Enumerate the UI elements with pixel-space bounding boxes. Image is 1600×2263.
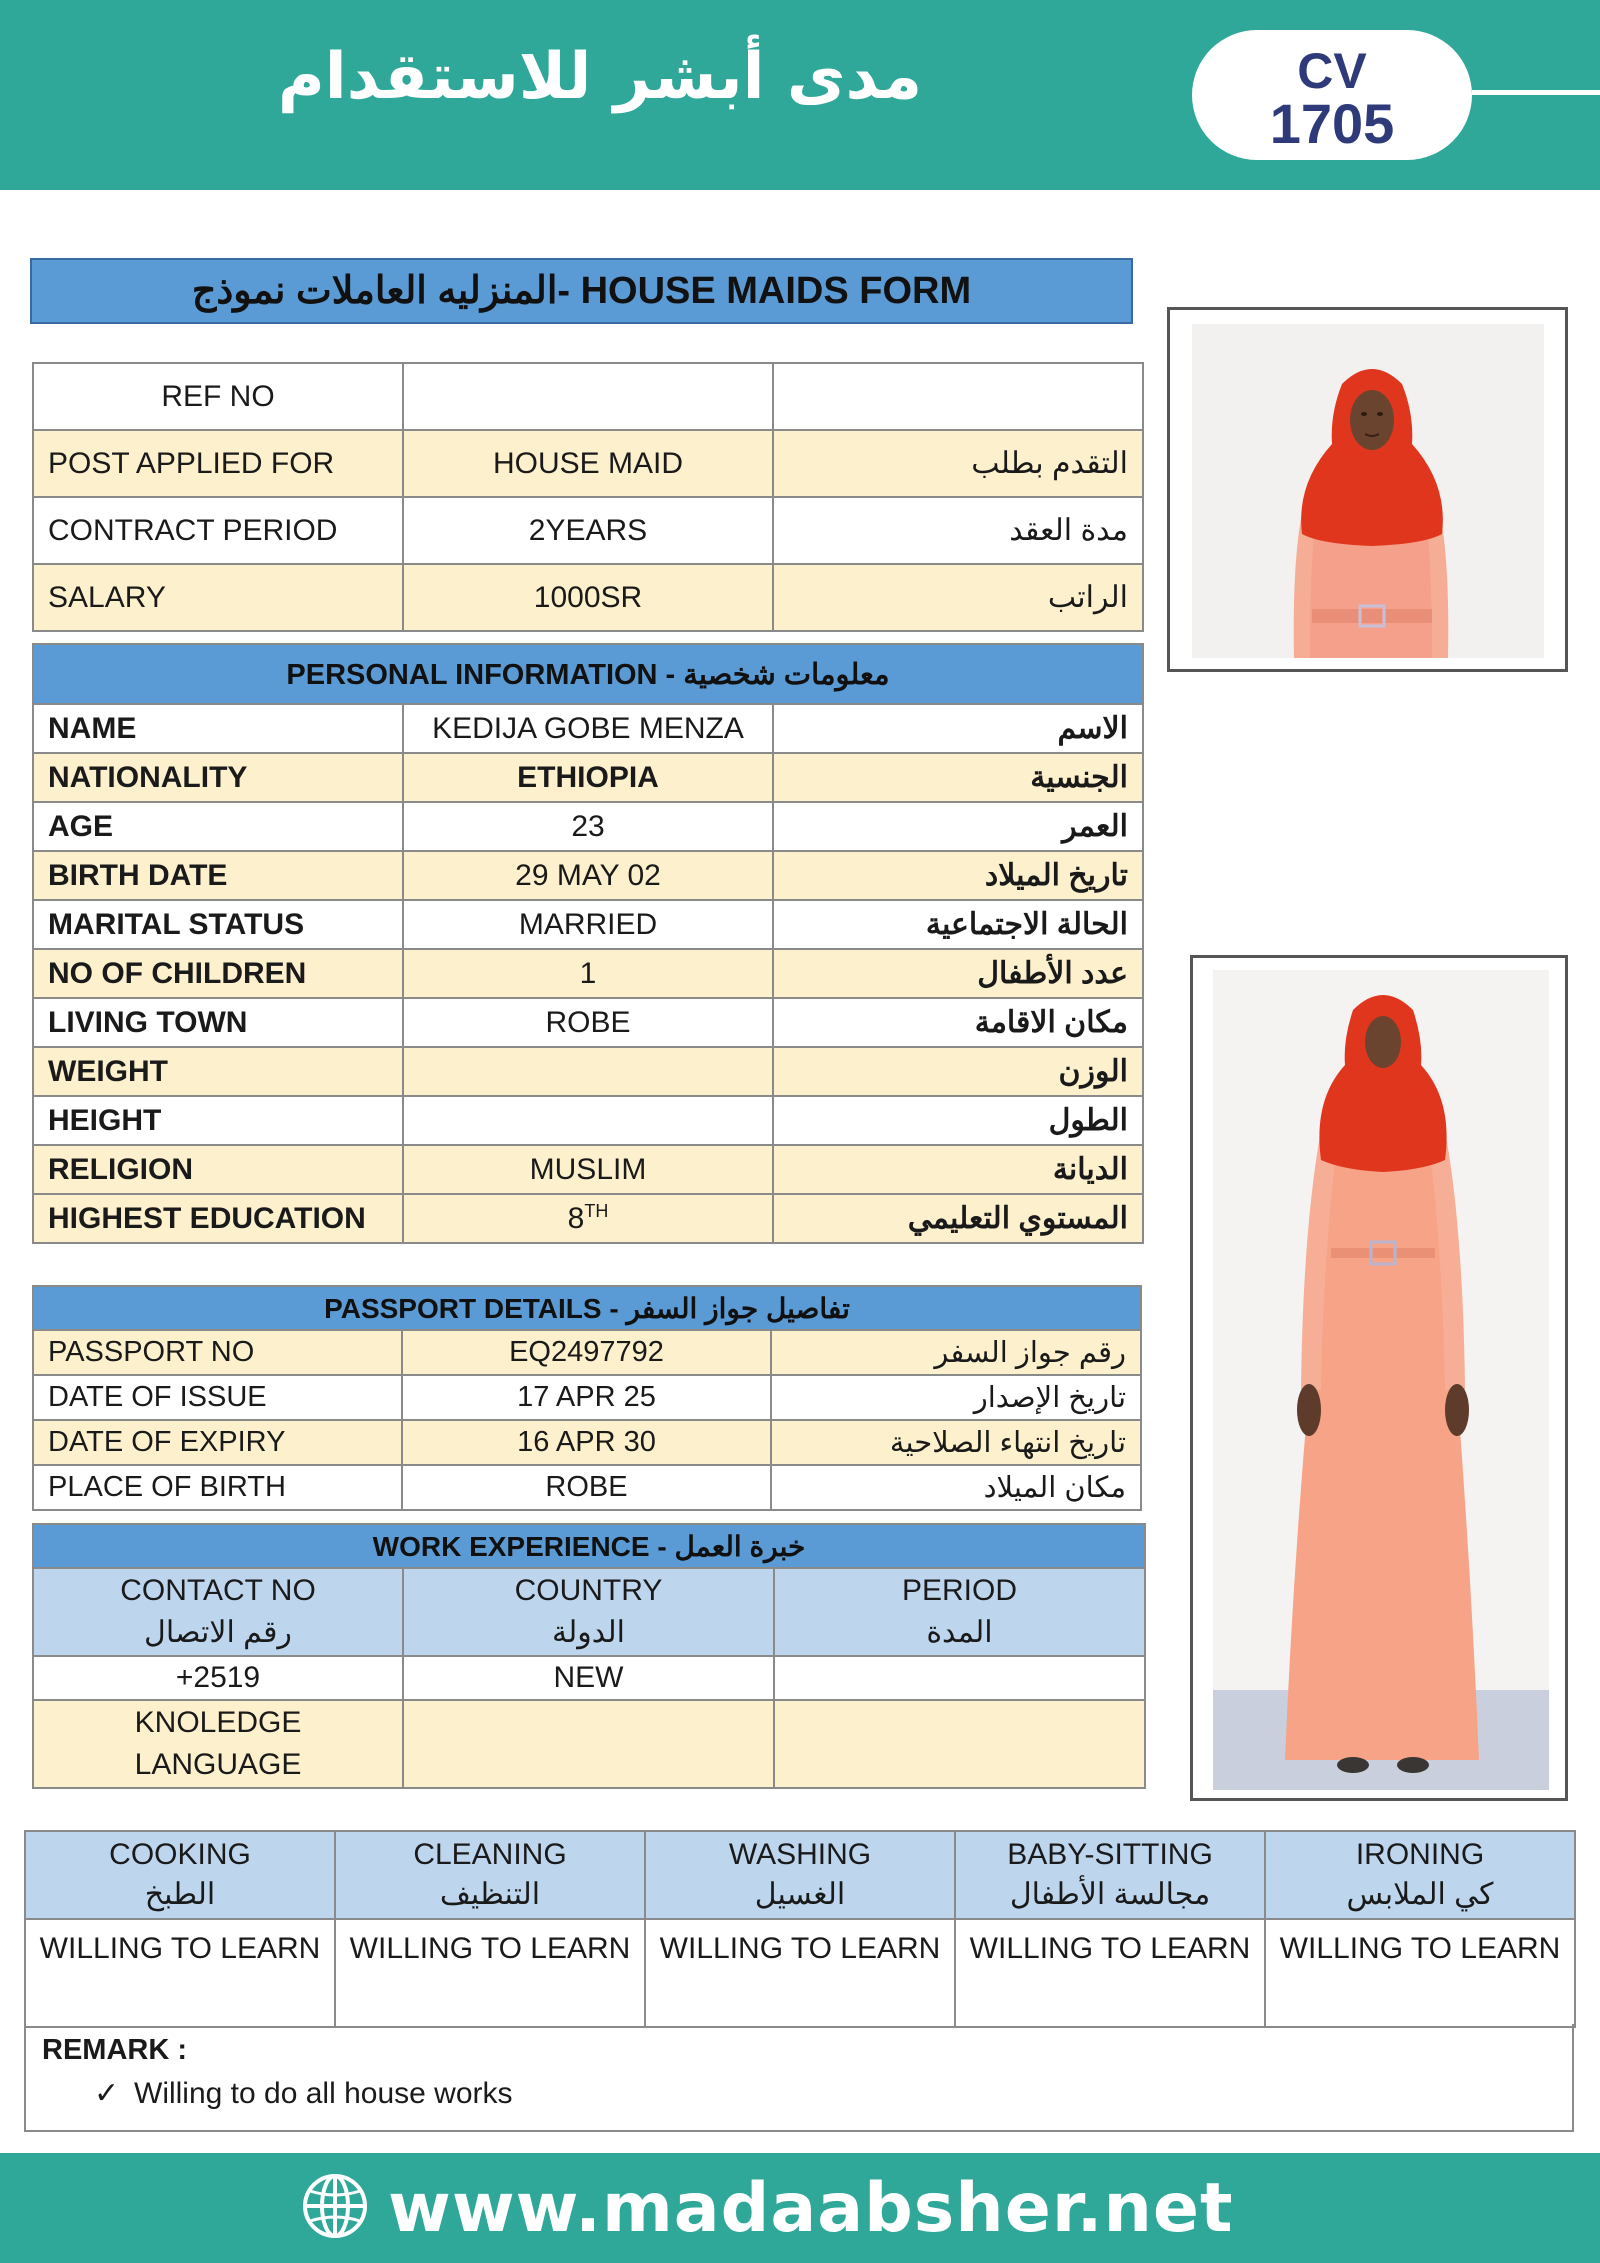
skill-washing-ar: الغسيل: [754, 1878, 846, 1911]
salary-value: 1000SR: [403, 564, 773, 631]
religion-value: MUSLIM: [403, 1145, 773, 1194]
table-row: [33, 704, 1143, 753]
education-value: [403, 1194, 773, 1243]
birth-place-arabic: مكان الميلاد: [771, 1465, 1141, 1510]
skill-babysitting-header: [955, 1831, 1265, 1919]
knowledge-language-label: [33, 1700, 403, 1788]
language-value: [774, 1700, 1145, 1788]
table-row: [33, 900, 1143, 949]
globe-icon: [300, 2171, 370, 2245]
weight-arabic: الوزن: [773, 1047, 1143, 1096]
height-value: [403, 1096, 773, 1145]
work-experience-title: WORK EXPERIENCE - خبرة العمل: [33, 1524, 1145, 1568]
contact-header: [33, 1568, 403, 1656]
height-label: HEIGHT: [33, 1096, 403, 1145]
living-town-arabic: مكان الاقامة: [773, 998, 1143, 1047]
country-value: NEW: [403, 1656, 774, 1700]
country-header-en: COUNTRY: [514, 1574, 663, 1607]
ref-label: REF NO: [33, 363, 403, 430]
contact-value: +2519: [33, 1656, 403, 1700]
table-row: [33, 753, 1143, 802]
skill-washing-value: WILLING TO LEARN: [645, 1919, 955, 2027]
passport-no-arabic: رقم جواز السفر: [771, 1330, 1141, 1375]
weight-label: WEIGHT: [33, 1047, 403, 1096]
table-row: [33, 1096, 1143, 1145]
birth-date-label: BIRTH DATE: [33, 851, 403, 900]
skill-cooking-en: COOKING: [109, 1838, 251, 1871]
contact-header-en: CONTACT NO: [120, 1574, 316, 1607]
remark-text: Willing to do all house works: [134, 2077, 513, 2110]
skill-cooking-ar: الطبخ: [144, 1878, 216, 1911]
cv-number: 1705: [1269, 92, 1395, 155]
language-label: LANGUAGE: [134, 1748, 302, 1781]
cv-label: CV: [1297, 43, 1367, 99]
religion-arabic: الديانة: [773, 1145, 1143, 1194]
marital-status-arabic: الحالة الاجتماعية: [773, 900, 1143, 949]
period-header-ar: المدة: [926, 1616, 993, 1649]
form-title: المنزليه العاملات نموذج- HOUSE MAIDS FORM: [30, 258, 1133, 324]
passport-table: [32, 1285, 1142, 1511]
knowledge-value: [403, 1700, 774, 1788]
skill-babysitting-ar: مجالسة الأطفال: [1009, 1878, 1211, 1911]
nationality-arabic: الجنسية: [773, 753, 1143, 802]
table-row: [33, 998, 1143, 1047]
living-town-value: ROBE: [403, 998, 773, 1047]
table-row: [33, 430, 1143, 497]
table-row: [33, 363, 1143, 430]
remark-item: [94, 2076, 513, 2111]
expiry-date-arabic: تاريخ انتهاء الصلاحية: [771, 1420, 1141, 1465]
skill-ironing-ar: كي الملابس: [1346, 1878, 1494, 1911]
table-row: [33, 497, 1143, 564]
remark-box: [24, 2024, 1574, 2132]
contract-value: 2YEARS: [403, 497, 773, 564]
living-town-label: LIVING TOWN: [33, 998, 403, 1047]
education-label: HIGHEST EDUCATION: [33, 1194, 403, 1243]
expiry-date-value: 16 APR 30: [402, 1420, 771, 1465]
skills-value-row: [25, 1919, 1575, 2027]
check-icon: ✓: [94, 2077, 120, 2110]
passport-no-label: PASSPORT NO: [33, 1330, 402, 1375]
height-arabic: الطول: [773, 1096, 1143, 1145]
education-suffix: TH: [584, 1201, 609, 1221]
expiry-date-label: DATE OF EXPIRY: [33, 1420, 402, 1465]
skill-babysitting-en: BABY-SITTING: [1007, 1838, 1213, 1871]
age-label: AGE: [33, 802, 403, 851]
period-header: [774, 1568, 1145, 1656]
table-row: [33, 1420, 1141, 1465]
knowledge-label: KNOLEDGE: [134, 1706, 302, 1739]
personal-info-title: PERSONAL INFORMATION - معلومات شخصية: [33, 644, 1143, 704]
passport-title: PASSPORT DETAILS - تفاصيل جواز السفر: [33, 1286, 1141, 1330]
portrait-person-image: [1192, 324, 1544, 658]
personal-info-table: [32, 643, 1144, 1244]
skill-ironing-en: IRONING: [1355, 1838, 1485, 1871]
issue-date-value: 17 APR 25: [402, 1375, 771, 1420]
post-value: HOUSE MAID: [403, 430, 773, 497]
children-value: 1: [403, 949, 773, 998]
skill-washing-en: WASHING: [728, 1838, 872, 1871]
table-row: [33, 802, 1143, 851]
table-header-row: [33, 1568, 1145, 1656]
portrait-photo-frame: [1167, 307, 1568, 672]
weight-value: [403, 1047, 773, 1096]
skill-cooking-value: WILLING TO LEARN: [25, 1919, 335, 2027]
skill-cooking-header: [25, 1831, 335, 1919]
remark-title: REMARK :: [42, 2034, 187, 2066]
children-label: NO OF CHILDREN: [33, 949, 403, 998]
skill-cleaning-en: CLEANING: [413, 1838, 567, 1871]
religion-label: RELIGION: [33, 1145, 403, 1194]
marital-status-label: MARITAL STATUS: [33, 900, 403, 949]
name-value: KEDIJA GOBE MENZA: [403, 704, 773, 753]
table-row: [33, 1047, 1143, 1096]
table-row: [33, 1465, 1141, 1510]
brand-name: مدى أبشر للاستقدام: [277, 40, 923, 114]
skill-babysitting-value: WILLING TO LEARN: [955, 1919, 1265, 2027]
header-divider: [1472, 90, 1600, 95]
salary-label: SALARY: [33, 564, 403, 631]
post-label: POST APPLIED FOR: [33, 430, 403, 497]
skill-washing-header: [645, 1831, 955, 1919]
portrait-photo: [1192, 324, 1544, 658]
skill-cleaning-ar: التنظيف: [439, 1878, 541, 1911]
period-value: [774, 1656, 1145, 1700]
country-header-ar: الدولة: [552, 1616, 625, 1649]
contract-label: CONTRACT PERIOD: [33, 497, 403, 564]
issue-date-label: DATE OF ISSUE: [33, 1375, 402, 1420]
table-row: [33, 1700, 1145, 1788]
table-row: [33, 1375, 1141, 1420]
footer-content: [300, 2165, 1234, 2251]
skill-ironing-value: WILLING TO LEARN: [1265, 1919, 1575, 2027]
footer-bar: [0, 2153, 1600, 2263]
skill-ironing-header: [1265, 1831, 1575, 1919]
skill-cleaning-value: WILLING TO LEARN: [335, 1919, 645, 2027]
birth-date-value: 29 MAY 02: [403, 851, 773, 900]
issue-date-arabic: تاريخ الإصدار: [771, 1375, 1141, 1420]
contact-header-ar: رقم الاتصال: [144, 1616, 292, 1649]
website-link[interactable]: www.madaabsher.net: [388, 2168, 1234, 2248]
work-experience-table: [32, 1523, 1146, 1789]
table-row: [33, 1656, 1145, 1700]
skills-table: [24, 1830, 1576, 2028]
ref-arabic: [773, 363, 1143, 430]
skill-cleaning-header: [335, 1831, 645, 1919]
cv-badge: [1192, 30, 1472, 160]
birth-place-label: PLACE OF BIRTH: [33, 1465, 402, 1510]
nationality-label: NATIONALITY: [33, 753, 403, 802]
age-value: 23: [403, 802, 773, 851]
country-header: [403, 1568, 774, 1656]
full-body-photo-frame: [1190, 955, 1568, 1801]
education-arabic: المستوي التعليمي: [773, 1194, 1143, 1243]
age-arabic: العمر: [773, 802, 1143, 851]
ref-value: [403, 363, 773, 430]
table-row: [33, 564, 1143, 631]
birth-place-value: ROBE: [402, 1465, 771, 1510]
marital-status-value: MARRIED: [403, 900, 773, 949]
nationality-value: ETHIOPIA: [403, 753, 773, 802]
contract-arabic: مدة العقد: [773, 497, 1143, 564]
birth-date-arabic: تاريخ الميلاد: [773, 851, 1143, 900]
table-row: [33, 1194, 1143, 1243]
name-label: NAME: [33, 704, 403, 753]
full-body-photo: [1213, 970, 1549, 1790]
full-body-person-image: [1213, 970, 1549, 1790]
job-table: [32, 362, 1144, 632]
name-arabic: الاسم: [773, 704, 1143, 753]
table-row: [33, 851, 1143, 900]
salary-arabic: الراتب: [773, 564, 1143, 631]
skills-header-row: [25, 1831, 1575, 1919]
header-bar: [0, 0, 1600, 190]
table-row: [33, 1145, 1143, 1194]
passport-no-value: EQ2497792: [402, 1330, 771, 1375]
education-number: 8: [567, 1202, 585, 1235]
post-arabic: التقدم بطلب: [773, 430, 1143, 497]
table-row: [33, 1330, 1141, 1375]
table-row: [33, 949, 1143, 998]
period-header-en: PERIOD: [901, 1574, 1018, 1607]
children-arabic: عدد الأطفال: [773, 949, 1143, 998]
